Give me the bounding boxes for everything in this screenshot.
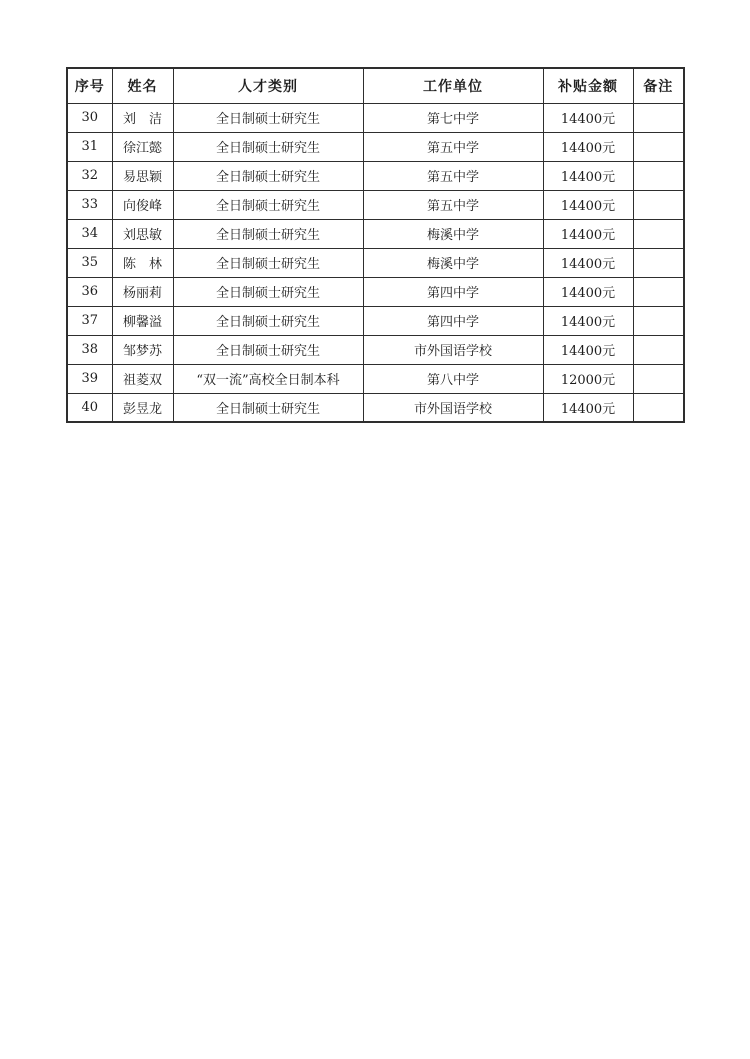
cell-amount: 14400元 [543,219,633,248]
cell-name: 刘思敏 [112,219,173,248]
table-body [67,103,684,422]
table-header [67,68,684,103]
cell-unit: 第五中学 [363,190,543,219]
cell-no: 40 [67,393,112,422]
cell-amount: 14400元 [543,277,633,306]
cell-note [633,393,684,422]
cell-category: 全日制硕士研究生 [173,132,363,161]
cell-unit: 梅溪中学 [363,248,543,277]
cell-amount: 14400元 [543,132,633,161]
cell-category: 全日制硕士研究生 [173,335,363,364]
cell-amount: 14400元 [543,103,633,132]
cell-no: 31 [67,132,112,161]
cell-unit: 梅溪中学 [363,219,543,248]
cell-category: 全日制硕士研究生 [173,277,363,306]
table-row [67,132,684,161]
table-row [67,364,684,393]
cell-no: 35 [67,248,112,277]
subsidy-table [66,67,685,423]
cell-name: 徐江懿 [112,132,173,161]
cell-category: 全日制硕士研究生 [173,306,363,335]
cell-amount: 14400元 [543,161,633,190]
table-row [67,248,684,277]
cell-note [633,364,684,393]
cell-category: 全日制硕士研究生 [173,393,363,422]
cell-no: 32 [67,161,112,190]
header-cell-category: 人才类别 [173,68,363,103]
cell-amount: 14400元 [543,190,633,219]
cell-name: 刘 洁 [112,103,173,132]
cell-no: 38 [67,335,112,364]
cell-category: 全日制硕士研究生 [173,190,363,219]
cell-note [633,277,684,306]
cell-name: 向俊峰 [112,190,173,219]
cell-no: 30 [67,103,112,132]
cell-name: 彭昱龙 [112,393,173,422]
cell-name: 柳馨溢 [112,306,173,335]
cell-no: 33 [67,190,112,219]
cell-unit: 市外国语学校 [363,335,543,364]
header-cell-note: 备注 [633,68,684,103]
header-cell-unit: 工作单位 [363,68,543,103]
cell-no: 37 [67,306,112,335]
cell-unit: 第五中学 [363,161,543,190]
cell-name: 易思颖 [112,161,173,190]
cell-note [633,335,684,364]
cell-category: 全日制硕士研究生 [173,219,363,248]
cell-category: 全日制硕士研究生 [173,161,363,190]
table-row [67,277,684,306]
cell-name: 祖菱双 [112,364,173,393]
cell-unit: 市外国语学校 [363,393,543,422]
cell-unit: 第四中学 [363,306,543,335]
cell-category: “双一流”高校全日制本科 [173,364,363,393]
cell-name: 杨丽莉 [112,277,173,306]
table-row [67,103,684,132]
cell-unit: 第四中学 [363,277,543,306]
table-row [67,306,684,335]
cell-note [633,219,684,248]
cell-note [633,190,684,219]
cell-unit: 第七中学 [363,103,543,132]
cell-name: 邹梦苏 [112,335,173,364]
cell-amount: 12000元 [543,364,633,393]
cell-no: 36 [67,277,112,306]
cell-amount: 14400元 [543,393,633,422]
header-cell-amount: 补贴金额 [543,68,633,103]
cell-note [633,103,684,132]
cell-category: 全日制硕士研究生 [173,248,363,277]
cell-no: 39 [67,364,112,393]
table-row [67,393,684,422]
cell-note [633,248,684,277]
cell-unit: 第五中学 [363,132,543,161]
cell-note [633,306,684,335]
header-cell-name: 姓名 [112,68,173,103]
table-row [67,219,684,248]
cell-amount: 14400元 [543,306,633,335]
table-row [67,190,684,219]
cell-unit: 第八中学 [363,364,543,393]
cell-amount: 14400元 [543,335,633,364]
cell-no: 34 [67,219,112,248]
cell-amount: 14400元 [543,248,633,277]
table-row [67,161,684,190]
cell-note [633,132,684,161]
header-row [67,68,684,103]
header-cell-no: 序号 [67,68,112,103]
cell-category: 全日制硕士研究生 [173,103,363,132]
table-row [67,335,684,364]
cell-note [633,161,684,190]
cell-name: 陈 林 [112,248,173,277]
